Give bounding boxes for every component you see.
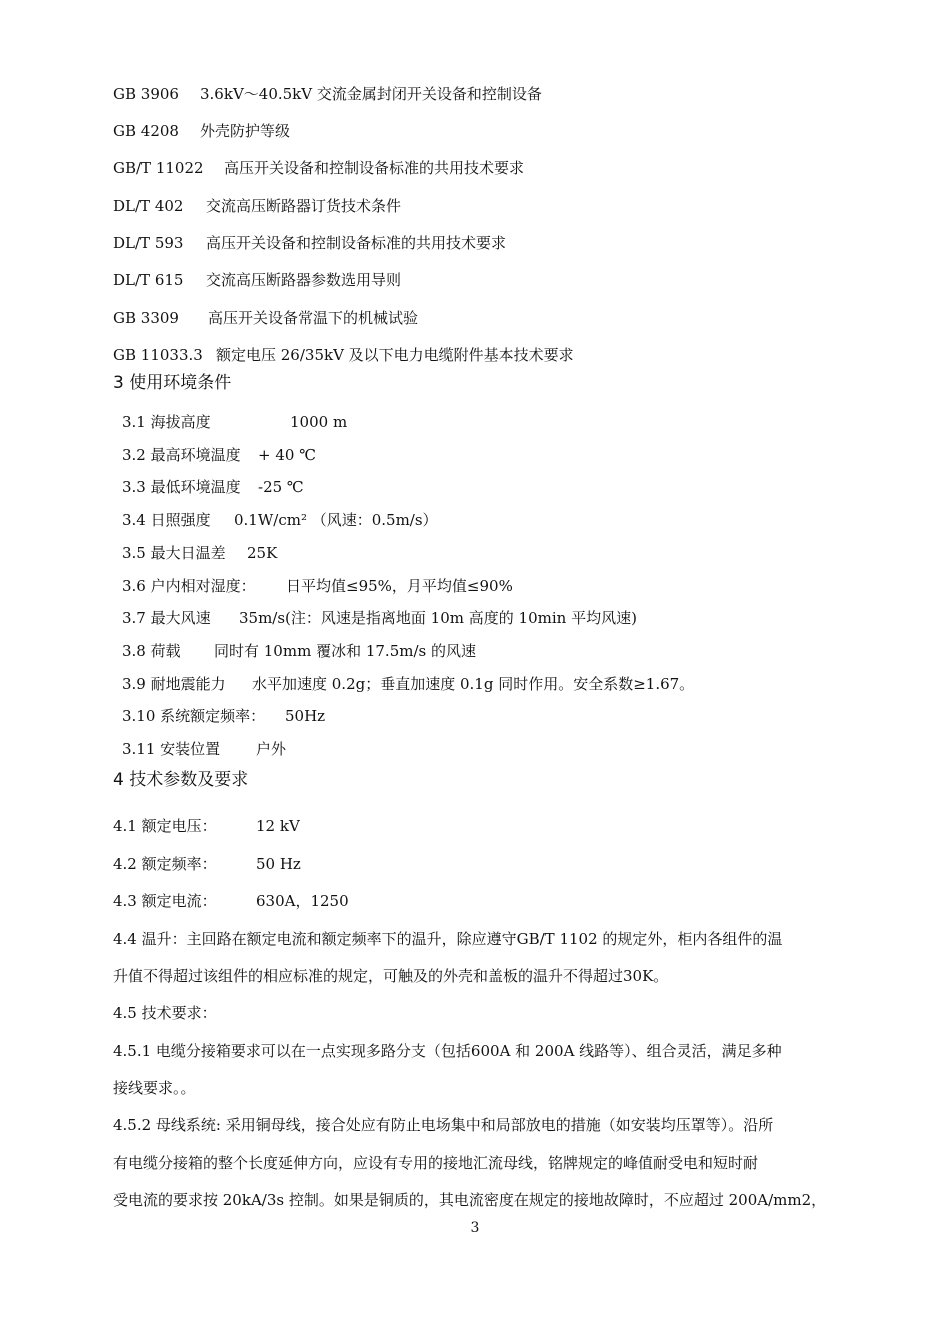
standard-title: 交流高压断路器订货技术条件 (206, 197, 402, 215)
paragraph-4-5-1-line1: 4.5.1 电缆分接箱要求可以在一点实现多路分支（包括600A 和 200A 线路等）、组合灵活，满足多种 (113, 1042, 782, 1060)
condition-value: -25 ℃ (258, 478, 304, 496)
condition-row (122, 510, 438, 530)
condition-label: 3.6 户内相对湿度： (122, 577, 256, 595)
standard-code: GB 3906 (113, 85, 179, 103)
condition-row (122, 674, 695, 694)
paragraph-4-4-line2: 升值不得超过该组件的相应标准的规定，可触及的外壳和盖板的温升不得超过30K。 (113, 967, 669, 985)
parameter-value: 50 Hz (256, 855, 301, 873)
condition-value: + 40 ℃ (258, 446, 316, 464)
condition-label: 3.5 最大日温差 (122, 544, 226, 562)
condition-row (122, 641, 476, 661)
condition-value: 户外 (256, 740, 287, 758)
section-heading: 4 技术参数及要求 (113, 770, 249, 790)
condition-label: 3.11 安装位置 (122, 740, 221, 758)
condition-value: 1000 m (290, 413, 348, 431)
paragraph-4-5-2-line1: 4.5.2 母线系统: 采用铜母线，接合处应有防止电场集中和局部放电的措施（如安装均压罩等）。沿所 (113, 1116, 774, 1134)
standard-code: DL/T 593 (113, 234, 184, 252)
condition-row (122, 412, 348, 432)
condition-value: 日平均值≤95%，月平均值≤90% (286, 577, 513, 595)
condition-label: 3.8 荷载 (122, 642, 181, 660)
condition-row (122, 739, 287, 759)
standard-title: 交流高压断路器参数选用导则 (206, 271, 402, 289)
parameter-row (113, 891, 349, 911)
condition-value: 25K (247, 544, 278, 562)
standard-code: GB 3309 (113, 309, 179, 327)
parameter-label: 4.2 额定频率： (113, 855, 217, 873)
section-heading: 3 使用环境条件 (113, 373, 232, 393)
condition-value: 水平加速度 0.2g；垂直加速度 0.1g 同时作用。安全系数≥1.67。 (252, 675, 695, 693)
standard-title: 外壳防护等级 (200, 122, 291, 140)
paragraph-4-5-2-line2: 有电缆分接箱的整个长度延伸方向，应设有专用的接地汇流母线，铭牌规定的峰值耐受电和短时耐 (113, 1154, 759, 1172)
parameter-label: 4.1 额定电压： (113, 817, 217, 835)
condition-row (122, 576, 513, 596)
paragraph-4-4-line1: 4.4 温升：主回路在额定电流和额定频率下的温升，除应遵守GB/T 1102 的规定外，柜内各组件的温 (113, 930, 783, 948)
condition-label: 3.10 系统额定频率： (122, 707, 266, 725)
parameter-value: 12 kV (256, 817, 300, 835)
condition-label: 3.2 最高环境温度 (122, 446, 241, 464)
condition-label: 3.7 最大风速 (122, 609, 211, 627)
page-number: 3 (470, 1220, 480, 1236)
condition-row (122, 543, 278, 563)
parameter-row (113, 854, 301, 874)
condition-label: 3.4 日照强度 (122, 511, 211, 529)
condition-label: 3.3 最低环境温度 (122, 478, 241, 496)
condition-row (122, 477, 304, 497)
standard-title: 额定电压 26/35kV 及以下电力电缆附件基本技术要求 (216, 346, 574, 364)
standard-title: 高压开关设备和控制设备标准的共用技术要求 (206, 234, 507, 252)
condition-value: 50Hz (285, 707, 326, 725)
condition-value: 0.1W/cm² （风速：0.5m/s） (234, 511, 438, 529)
standard-code: DL/T 615 (113, 271, 184, 289)
standard-code: GB 4208 (113, 122, 179, 140)
standard-code: GB/T 11022 (113, 159, 204, 177)
paragraph-4-5-1-line2: 接线要求。。 (113, 1079, 196, 1097)
standard-code: GB 11033.3 (113, 346, 203, 364)
parameter-label: 4.3 额定电流： (113, 892, 217, 910)
standard-title: 高压开关设备常温下的机械试验 (208, 309, 419, 327)
paragraph-4-5-2-line3: 受电流的要求按 20kA/3s 控制。如果是铜质的，其电流密度在规定的接地故障时，不应超过 200A/mm2， (113, 1191, 827, 1209)
condition-value: 同时有 10mm 覆冰和 17.5m/s 的风速 (214, 642, 476, 660)
condition-value: 35m/s(注：风速是指离地面 10m 高度的 10min 平均风速) (239, 609, 637, 627)
parameter-row (113, 816, 300, 836)
standard-title: 3.6kV～40.5kV 交流金属封闭开关设备和控制设备 (200, 85, 542, 103)
standard-title: 高压开关设备和控制设备标准的共用技术要求 (224, 159, 525, 177)
condition-row (122, 706, 326, 726)
condition-row (122, 445, 316, 465)
condition-label: 3.1 海拔高度 (122, 413, 211, 431)
paragraph-4-5: 4.5 技术要求： (113, 1004, 217, 1022)
condition-row (122, 608, 637, 628)
condition-label: 3.9 耐地震能力 (122, 675, 226, 693)
standard-code: DL/T 402 (113, 197, 184, 215)
parameter-value: 630A，1250 (256, 892, 349, 910)
